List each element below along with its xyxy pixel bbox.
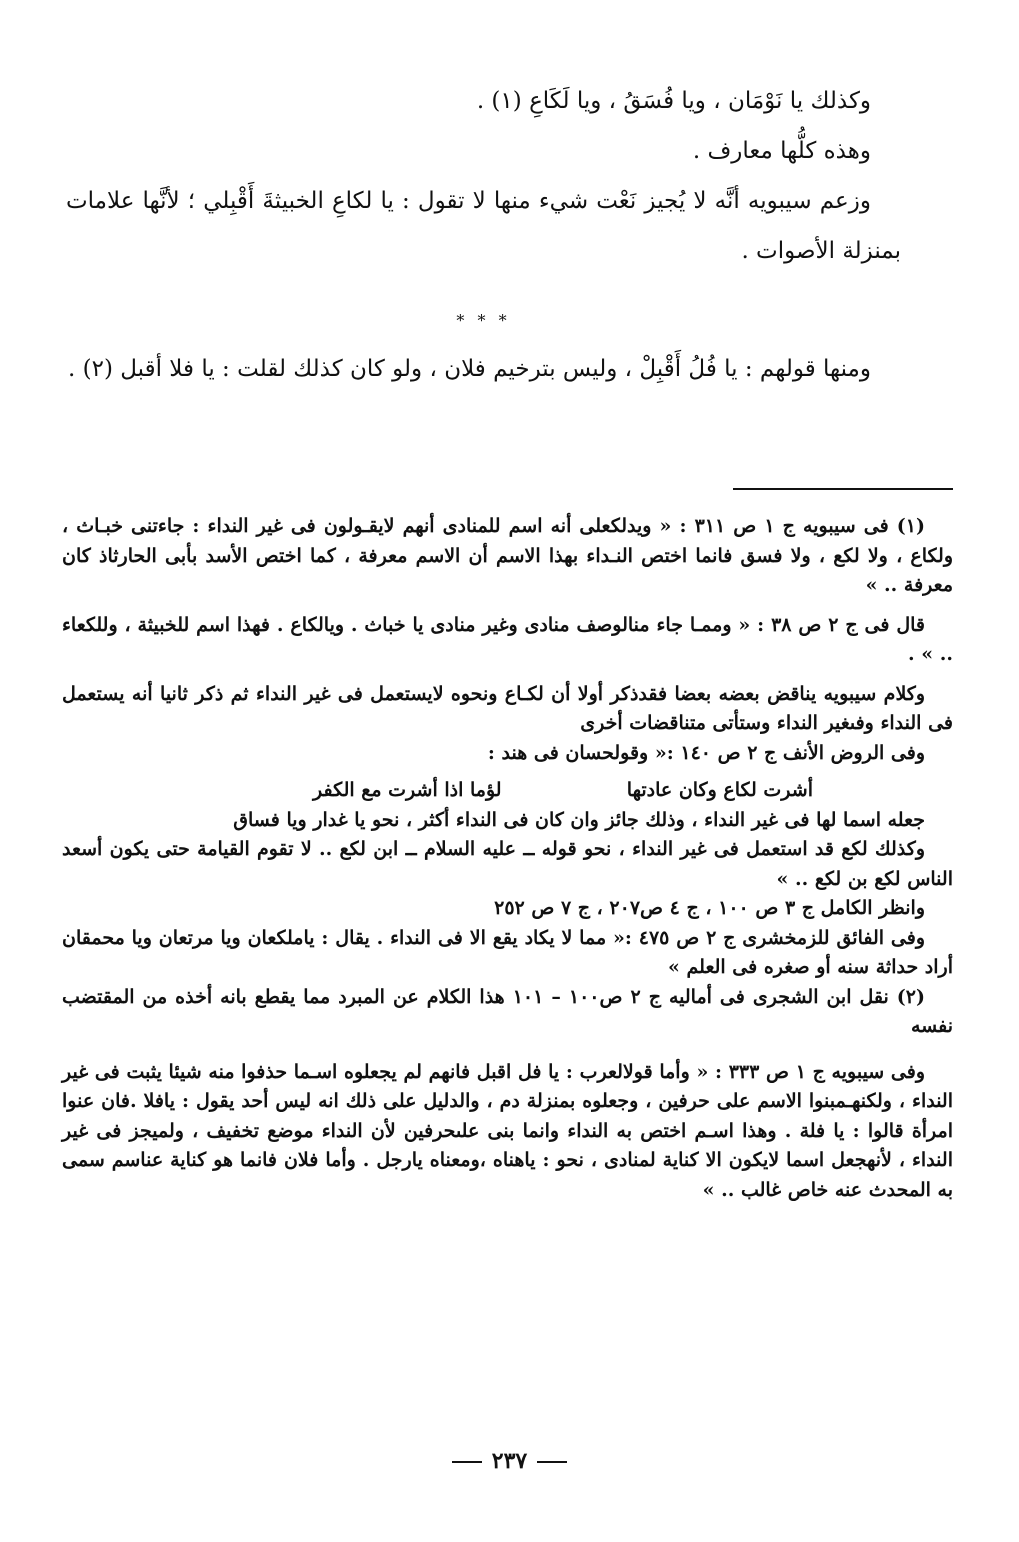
footnote-1-part-a: (١) فى سيبويه ج ١ ص ٣١١ : « ويدلكعلى أنه اسم للمنادى أنهم لايقـولون فى غير النداء : جاءتنى خبـاث ، ولكاع ، ولا لكع ، ولا فسق فانما اختص النـداء بهذا الاسم أن الاسم معرفة ، كما اختص الأسد بأبى الحارثاذ كان معرفة .. » bbox=[62, 515, 954, 596]
footnote-2-part-b: وفى سيبويه ج ١ ص ٣٣٣ : « وأما قولالعرب : يا فل اقبل فانهم لم يجعلوه اسـما حذفوا منه شيئا يثبت فى غير النداء ، ولكنهـمبنوا الاسم على حرفين ، وجعلوه بمنزلة دم ، والدليل على ذلك انه ليس أحد يقول : يافلا .فان عنوا امرأة قالوا : يا فلة . وهذا اسـم اختص به النداء وانما بنى علىحرفين لأن النداء موضع تخفيف ، ولميجز فى غير النداء ، لأنهجعل اسما لايكون الا كناية لمنادى ، نحو : ياهناه ،ومعناه يارجل . وأما فلان فانما هو كناية عناسم سمى به المحدث عنه خاص غالب .. » bbox=[62, 1060, 953, 1201]
verse-second-hemistich: لؤما اذا أشرت مع الكفر bbox=[313, 779, 502, 801]
main-paragraph-3: وزعم سيبويه أنَّه لا يُجيز نَعْت شيء منها لا تقول : يا لكاعِ الخبيثةَ أَقْبِلي ؛ لأنَّها علامات بمنزلة الأصوات . bbox=[66, 188, 901, 264]
page-number-dash-left bbox=[452, 1461, 482, 1463]
page-number-value: ٢٣٧ bbox=[491, 1448, 528, 1474]
footnote-1-part-b: قال فى ج ٢ ص ٣٨ : « وممـا جاء منالوصف منادى وغير منادى يا خباث . ويالكاع . فهذا اسم للخبيثة ، وللكعاء .. » . bbox=[62, 613, 953, 665]
main-paragraph-1: وكذلك يا نَوْمَان ، ويا فُسَقُ ، ويا لَكَاعِ (١) . bbox=[476, 88, 871, 114]
main-paragraph-4: ومنها قولهم : يا فُلُ أَقْبِلْ ، وليس بترخيم فلان ، ولو كان كذلك لقلت : يا فلا أقبل (٢) . bbox=[68, 356, 871, 382]
footnote-1-part-h: وفى الفائق للزمخشرى ج ٢ ص ٤٧٥ :« مما لا يكاد يقع الا فى النداء . يقال : ياملكعان ويا مرتعان ويا محمقان أراد حداثة سنه أو صغره فى العلم » bbox=[62, 926, 953, 978]
main-paragraph-2: وهذه كلُّها معارف . bbox=[692, 138, 871, 164]
footnote-1-part-c: وكلام سيبويه يناقض بعضه بعضا فقدذكر أولا أن لكـاع ونحوه لايستعمل فى غير النداء ثم ذكر ثانيا أنه يستعمل فى النداء وفىغير النداء وستأتى متناقضات أخرى bbox=[62, 682, 953, 734]
footnote-1-part-d: وفى الروض الأنف ج ٢ ص ١٤٠ :« وقولحسان فى هند : bbox=[487, 741, 925, 764]
page-number bbox=[0, 1448, 1019, 1474]
footnote-1-part-g: وانظر الكامل ج ٣ ص ١٠٠ ، ج ٤ ص٢٠٧ ، ج ٧ ص ٢٥٢ bbox=[494, 897, 925, 919]
footnote-1-part-e: جعله اسما لها فى غير النداء ، وذلك جائز وان كان فى النداء أكثر ، نحو يا غدار ويا فساق bbox=[233, 808, 925, 831]
page-number-dash-right bbox=[537, 1461, 567, 1463]
main-text bbox=[66, 76, 901, 394]
poetry-verse bbox=[313, 776, 813, 806]
section-divider-stars: * * * bbox=[456, 311, 511, 330]
footnote-1-part-f: وكذلك لكع قد استعمل فى غير النداء ، نحو قوله ــ عليه السلام ــ ابن لكع .. لا تقوم القيامة حتى يكون أسعد الناس لكع بن لكع .. » bbox=[62, 838, 953, 890]
footnotes bbox=[62, 512, 953, 1205]
verse-first-hemistich: أشرت لكاع وكان عادتها bbox=[626, 779, 813, 801]
footnote-separator bbox=[733, 488, 953, 490]
footnote-2-part-a: (٢) نقل ابن الشجرى فى أماليه ج ٢ ص١٠٠ – ١٠١ هذا الكلام عن المبرد مما يقطع بانه أخذه من المقتضب نفسه bbox=[62, 985, 953, 1037]
